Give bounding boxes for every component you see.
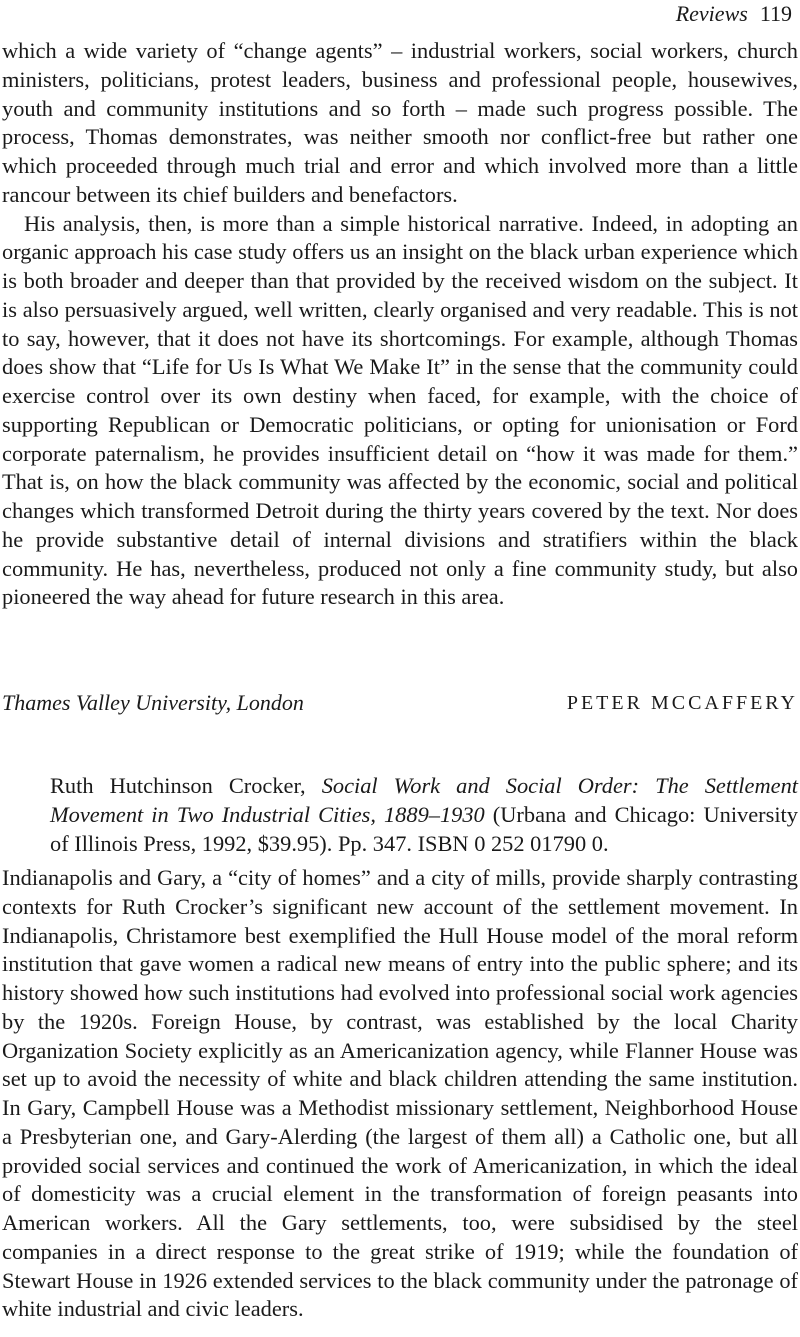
- running-head-section: Reviews: [675, 1, 748, 26]
- page-number: 119: [759, 1, 792, 26]
- book-title: Social Work and Social Order: The Settlement Movement in Two Industrial Cities, 1889–1930: [50, 773, 798, 827]
- review-1-paragraph-2: His analysis, then, is more than a simple historical narrative. Indeed, in adopting an organic approach his case study offers us an insight on the black urban experience which is both broader and deeper than that provided by the received wisdom on the subject. It is also persuasively argued, well written, clearly organised and very readable. This is not to say, however, that it does not have its shortcomings. For example, although Thomas does show that “Life for Us Is What We Make It” in the sense that the community could exercise control over its own destiny when faced, for example, with the choice of supporting Republican or Democratic politicians, or opting for unionisation or Ford corporate paternalism, he provides insufficient detail on “how it was made for them.” That is, on how the black community was affected by the economic, social and political changes which transformed Detroit during the thirty years covered by the text. Nor does he provide substantive detail of internal divisions and stratifiers within the black community. He has, nevertheless, produced not only a fine community study, but also pioneered the way ahead for future research in this area.: [2, 210, 798, 610]
- review-1-signature: [2, 688, 798, 718]
- review-1-paragraph-1: which a wide variety of “change agents” – industrial workers, social workers, church ministers, politicians, protest leaders, business and professional people, housewives, youth and community institutions and so forth – made such progress possible. The process, Thomas demonstrates, was neither smooth nor conflict-free but rather one which proceeded through much trial and error and which involved more than a little rancour between its chief builders and benefactors.: [2, 38, 798, 207]
- review-2-paragraph-1: Indianapolis and Gary, a “city of homes” and a city of mills, provide sharply contrasting contexts for Ruth Crocker’s significant new account of the settlement movement. In Indianapolis, Christamore best exemplified the Hull House model of the moral reform institution that gave women a radical new means of entry into the public sphere; and its history showed how such institutions had evolved into professional social work agencies by the 1920s. Foreign House, by contrast, was established by the local Charity Organization Society explicitly as an Americanization agency, while Flanner House was set up to avoid the necessity of white and black children attending the same institution. In Gary, Campbell House was a Methodist missionary settlement, Neighborhood House a Presbyterian one, and Gary-Alerding (the largest of them all) a Catholic one, but all provided social services and continued the work of Americanization, in which the ideal of domesticity was a crucial element in the transformation of foreign peasants into American workers. All the Gary settlements, too, were subsidised by the steel companies in a direct response to the great strike of 1919; while the foundation of Stewart House in 1926 extended services to the black community under the patronage of white industrial and civic leaders.: [2, 865, 798, 1322]
- book-citation: [50, 771, 798, 858]
- running-head: [676, 0, 792, 28]
- reviewer-affiliation: Thames Valley University, London: [2, 690, 304, 715]
- review-1-body: [2, 37, 798, 612]
- book-publisher: (Urbana and Chicago: University of Illinois Press, 1992, $39.95). Pp. 347. ISBN 0 252 01790 0.: [50, 802, 798, 856]
- review-2-body: [2, 864, 798, 1324]
- reviewer-name: PETER MCCAFFERY: [566, 692, 798, 714]
- book-author: Ruth Hutchinson Crocker,: [50, 773, 306, 798]
